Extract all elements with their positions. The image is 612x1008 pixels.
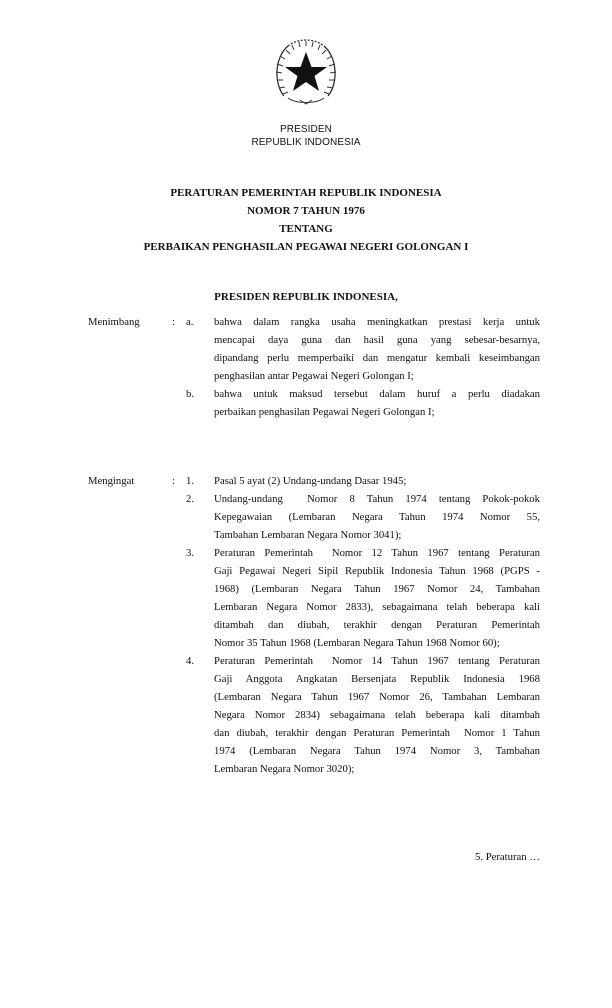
item-number: 3. [186, 547, 195, 559]
item-number: 2. [186, 493, 195, 505]
item-text-line: 1974 (Lembaran Negara Tahun 1974 Nomor 3, Tambahan [214, 745, 540, 757]
title-number: NOMOR 7 TAHUN 1976 [247, 205, 365, 217]
menimbang-section [88, 313, 548, 421]
item-number: 4. [186, 655, 195, 667]
section-colon: : [172, 475, 175, 487]
section-label: Menimbang [88, 316, 140, 328]
item-number: a. [186, 316, 194, 328]
section-label: Mengingat [88, 475, 135, 487]
menimbang-item [88, 385, 548, 421]
preamble: PRESIDEN REPUBLIK INDONESIA, [214, 291, 398, 303]
mengingat-item [88, 652, 548, 778]
item-text-line: dan diubah, terakhir dengan Peraturan Pemerintah Nomor 1 Tahun [214, 727, 540, 739]
item-text-line: dipandang perlu memperbaiki dan mengatur kembali keseimbangan [214, 352, 540, 364]
item-text-line: bahwa dalam rangka usaha meningkatkan prestasi kerja untuk [214, 316, 540, 328]
item-text-line: ditambah dan diubah, terakhir dengan Peraturan Pemerintah [214, 619, 540, 631]
section-colon: : [172, 316, 175, 328]
item-number: 1. [186, 475, 195, 487]
mengingat-item [88, 472, 548, 490]
institution-line-2: REPUBLIK INDONESIA [251, 137, 361, 148]
item-text-line: (Lembaran Negara Tahun 1967 Nomor 26, Tambahan Lembaran [214, 691, 540, 703]
item-text-line: Gaji Pegawai Negeri Sipil Republik Indonesia Tahun 1968 (PGPS - [214, 565, 540, 577]
mengingat-section [88, 472, 548, 778]
item-text-line: Gaji Anggota Angkatan Bersenjata Republik Indonesia 1968 [214, 673, 540, 685]
item-text-line: Peraturan Pemerintah Nomor 14 Tahun 1967 tentang Peraturan [214, 655, 540, 667]
item-text-line: Kepegawaian (Lembaran Negara Tahun 1974 Nomor 55, [214, 511, 540, 523]
item-text-line: Negara Nomor 2834) sebagaimana telah beberapa kali ditambah [214, 709, 540, 721]
item-text-line: penghasilan antar Pegawai Negeri Golongan I; [214, 370, 414, 382]
mengingat-item [88, 544, 548, 652]
menimbang-item [88, 313, 548, 385]
garuda-star-emblem-icon [272, 36, 340, 108]
item-text-line: mencapai daya guna dan hasil guna yang sebesar-besarnya, [214, 334, 540, 346]
title-subject: PERBAIKAN PENGHASILAN PEGAWAI NEGERI GOLONGAN I [143, 241, 469, 253]
item-text-line: 1968) (Lembaran Negara Tahun 1967 Nomor 24, Tambahan [214, 583, 540, 595]
item-text-line: Tambahan Lembaran Negara Nomor 3041); [214, 529, 402, 541]
item-text-line: Nomor 35 Tahun 1968 (Lembaran Negara Tahun 1968 Nomor 60); [214, 637, 500, 649]
institution-line-1: PRESIDEN [280, 124, 332, 135]
item-text-line: Peraturan Pemerintah Nomor 12 Tahun 1967 tentang Peraturan [214, 547, 540, 559]
title-line-1: PERATURAN PEMERINTAH REPUBLIK INDONESIA [170, 187, 442, 199]
regulation-title [0, 184, 612, 256]
item-text-line: Lembaran Negara Nomor 3020); [214, 763, 355, 775]
item-number: b. [186, 388, 195, 400]
item-text-line: Pasal 5 ayat (2) Undang-undang Dasar 1945; [214, 475, 407, 487]
page-continuation: 5. Peraturan … [475, 851, 540, 863]
mengingat-item [88, 490, 548, 544]
item-text-line: bahwa untuk maksud tersebut dalam huruf a perlu diadakan [214, 388, 540, 400]
item-text-line: Lembaran Negara Nomor 2833), sebagaimana telah beberapa kali [214, 601, 540, 613]
item-text-line: perbaikan penghasilan Pegawai Negeri Golongan I; [214, 406, 435, 418]
item-text-line: Undang-undang Nomor 8 Tahun 1974 tentang Pokok-pokok [214, 493, 540, 505]
title-about: TENTANG [279, 223, 333, 235]
